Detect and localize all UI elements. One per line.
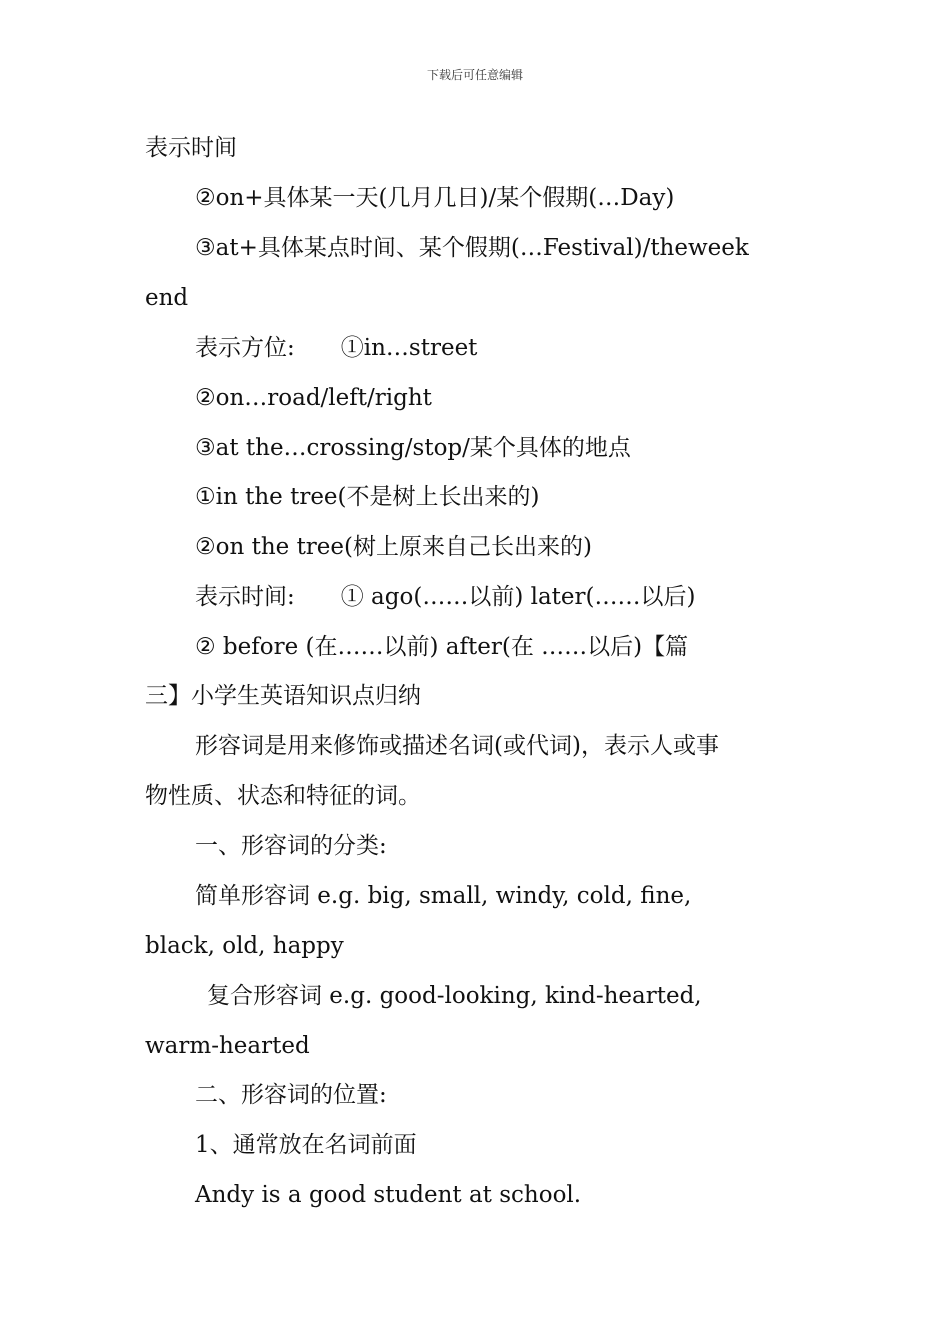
text-line: 表示时间 xyxy=(145,135,237,161)
text-line: ②on the tree(树上原来自己长出来的) xyxy=(195,534,592,560)
text-line: Andy is a good student at school. xyxy=(195,1182,582,1208)
text-line: black, old, happy xyxy=(145,933,344,959)
text-line: 形容词是用来修饰或描述名词(或代词)，表示人或事 xyxy=(195,733,719,759)
text-line: 物性质、状态和特征的词。 xyxy=(145,783,421,809)
text-line: end xyxy=(145,285,189,311)
text-line: ②on+具体某一天(几月几日)/某个假期(…Day) xyxy=(195,185,675,211)
text-line: 1、通常放在名词前面 xyxy=(195,1132,417,1158)
text-line: ①in the tree(不是树上长出来的) xyxy=(195,484,540,510)
text-line: ③at+具体某点时间、某个假期(…Festival)/theweek xyxy=(195,235,749,261)
page-header: 下载后可任意编辑 xyxy=(426,68,523,82)
text-line: 简单形容词 e.g. big, small, windy, cold, fine, xyxy=(195,883,692,909)
text-line: ②on…road/left/right xyxy=(195,385,432,411)
text-line: 二、形容词的位置: xyxy=(195,1082,387,1108)
text-line: 复合形容词 e.g. good-looking, kind-hearted, xyxy=(207,983,702,1009)
text-line: ③at the…crossing/stop/某个具体的地点 xyxy=(195,435,631,461)
text-line: warm-hearted xyxy=(145,1033,310,1059)
section-heading: 三】小学生英语知识点归纳 xyxy=(145,683,421,709)
text-line: ② before (在……以前) after(在 ……以后)【篇 xyxy=(195,634,689,660)
text-line: 表示时间: ① ago(……以前) later(……以后) xyxy=(195,584,696,610)
text-line: 一、形容词的分类: xyxy=(195,833,387,859)
text-line: 表示方位: ①in…street xyxy=(195,335,478,361)
